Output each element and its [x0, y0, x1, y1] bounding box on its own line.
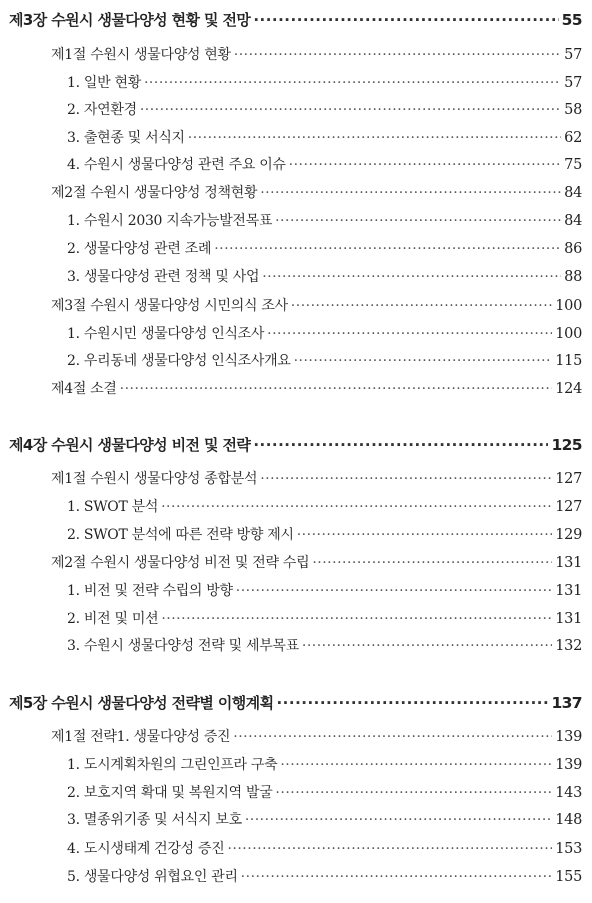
- toc-page-number: 75: [564, 157, 582, 173]
- toc-section-entry[interactable]: [51, 467, 582, 491]
- toc-item-entry[interactable]: [67, 349, 582, 373]
- toc-section-entry[interactable]: [51, 181, 582, 205]
- dot-leader: [262, 265, 561, 289]
- dot-leader: [253, 433, 548, 457]
- toc-chapter-entry[interactable]: [9, 8, 582, 32]
- toc-page-number: 125: [551, 436, 582, 454]
- dot-leader: [144, 71, 561, 95]
- toc-item-entry[interactable]: [67, 98, 582, 122]
- toc-page-number: 58: [564, 102, 582, 118]
- toc-chapter-entry[interactable]: [9, 433, 582, 457]
- toc-page-number: 127: [555, 471, 582, 487]
- toc-page-number: 143: [555, 785, 582, 801]
- toc-entry-title: 제4절 소결: [51, 381, 117, 397]
- toc-item-entry[interactable]: [67, 71, 582, 95]
- toc-page-number: 84: [564, 213, 582, 229]
- toc-entry-title: 2. 자연환경: [67, 102, 137, 118]
- toc-item-entry[interactable]: [67, 579, 582, 603]
- toc-page-number: 88: [564, 269, 582, 285]
- toc-item-entry[interactable]: [67, 322, 582, 346]
- toc-entry-title: 제1절 수원시 생물다양성 종합분석: [51, 471, 258, 487]
- toc-item-entry[interactable]: [67, 153, 582, 177]
- toc-entry-title: 제3장 수원시 생물다양성 현황 및 전망: [9, 11, 251, 29]
- dot-leader: [120, 377, 553, 401]
- toc-entry-title: 2. 보호지역 확대 및 복원지역 발굴: [67, 785, 273, 801]
- toc-entry-title: 2. 비전 및 미션: [67, 611, 159, 627]
- dot-leader: [276, 691, 548, 715]
- dot-leader: [188, 126, 561, 150]
- toc-item-entry[interactable]: [67, 495, 582, 519]
- toc-entry-title: 2. 생물다양성 관련 조례: [67, 241, 212, 257]
- dot-leader: [297, 523, 553, 547]
- toc-section-entry[interactable]: [51, 294, 582, 318]
- dot-leader: [241, 865, 553, 889]
- toc-entry-title: 3. 출현종 및 서식지: [67, 130, 185, 146]
- dot-leader: [140, 98, 561, 122]
- toc-item-entry[interactable]: [67, 837, 582, 861]
- toc-page-number: 139: [555, 729, 582, 745]
- toc-page-number: 155: [555, 869, 582, 885]
- dot-leader: [233, 725, 552, 749]
- dot-leader: [267, 322, 552, 346]
- dot-leader: [280, 753, 552, 777]
- toc-item-entry[interactable]: [67, 808, 582, 832]
- toc-entry-title: 제1절 전략1. 생물다양성 증진: [51, 729, 231, 745]
- toc-item-entry[interactable]: [67, 865, 582, 889]
- toc-page-number: 57: [564, 47, 582, 63]
- toc-entry-title: 1. 수원시 2030 지속가능발전목표: [67, 213, 273, 229]
- toc-item-entry[interactable]: [67, 265, 582, 289]
- toc-page-number: 131: [555, 583, 582, 599]
- toc-entry-title: 2. 우리동네 생물다양성 인식조사개요: [67, 353, 291, 369]
- toc-page-number: 86: [564, 241, 582, 257]
- toc-entry-title: 제4장 수원시 생물다양성 비전 및 전략: [9, 436, 251, 454]
- dot-leader: [236, 579, 552, 603]
- toc-item-entry[interactable]: [67, 753, 582, 777]
- dot-leader: [294, 349, 553, 373]
- toc-section-entry[interactable]: [51, 551, 582, 575]
- toc-entry-title: 1. 수원시민 생물다양성 인식조사: [67, 326, 265, 342]
- toc-entry-title: 3. 생물다양성 관련 정책 및 사업: [67, 269, 260, 285]
- toc-page-number: 132: [555, 638, 582, 654]
- dot-leader: [227, 837, 552, 861]
- toc-section-entry[interactable]: [51, 377, 582, 401]
- toc-entry-title: 1. 도시계획차원의 그린인프라 구축: [67, 757, 278, 773]
- toc-page-number: 129: [555, 527, 582, 543]
- toc-item-entry[interactable]: [67, 209, 582, 233]
- dot-leader: [214, 237, 561, 261]
- toc-page-number: 153: [555, 841, 582, 857]
- toc-item-entry[interactable]: [67, 634, 582, 658]
- toc-entry-title: 4. 도시생태계 건강성 증진: [67, 841, 225, 857]
- dot-leader: [275, 781, 552, 805]
- toc-entry-title: 3. 수원시 생물다양성 전략 및 세부목표: [67, 638, 299, 654]
- toc-page-number: 100: [555, 326, 582, 342]
- toc-page-number: 124: [555, 381, 582, 397]
- toc-page-number: 57: [564, 75, 582, 91]
- toc-entry-title: 1. 일반 현황: [67, 75, 141, 91]
- dot-leader: [275, 209, 561, 233]
- toc-entry-title: 제2절 수원시 생물다양성 비전 및 전략 수립: [51, 555, 310, 571]
- toc-page-number: 84: [564, 185, 582, 201]
- toc-entry-title: 3. 멸종위기종 및 서식지 보호: [67, 812, 242, 828]
- dot-leader: [234, 43, 561, 67]
- toc-entry-title: 5. 생물다양성 위협요인 관리: [67, 869, 238, 885]
- toc-page-number: 55: [561, 11, 582, 29]
- toc-item-entry[interactable]: [67, 607, 582, 631]
- dot-leader: [245, 808, 552, 832]
- toc-section-entry[interactable]: [51, 725, 582, 749]
- toc-entry-title: 1. SWOT 분석: [67, 499, 159, 515]
- dot-leader: [260, 467, 552, 491]
- toc-page-number: 131: [555, 555, 582, 571]
- dot-leader: [291, 294, 552, 318]
- dot-leader: [161, 607, 552, 631]
- toc-entry-title: 제3절 수원시 생물다양성 시민의식 조사: [51, 298, 288, 314]
- toc-item-entry[interactable]: [67, 126, 582, 150]
- toc-item-entry[interactable]: [67, 237, 582, 261]
- toc-page-number: 100: [555, 298, 582, 314]
- dot-leader: [289, 153, 561, 177]
- dot-leader: [253, 8, 558, 32]
- toc-chapter-entry[interactable]: [9, 691, 582, 715]
- dot-leader: [161, 495, 552, 519]
- toc-item-entry[interactable]: [67, 781, 582, 805]
- toc-item-entry[interactable]: [67, 523, 582, 547]
- toc-entry-title: 제1절 수원시 생물다양성 현황: [51, 47, 231, 63]
- dot-leader: [260, 181, 561, 205]
- toc-entry-title: 제2절 수원시 생물다양성 정책현황: [51, 185, 258, 201]
- toc-section-entry[interactable]: [51, 43, 582, 67]
- toc-page-number: 115: [555, 353, 582, 369]
- toc-page-number: 148: [555, 812, 582, 828]
- toc-entry-title: 2. SWOT 분석에 따른 전략 방향 제시: [67, 527, 294, 543]
- dot-leader: [312, 551, 552, 575]
- toc-page-number: 131: [555, 611, 582, 627]
- toc-page-number: 137: [551, 694, 582, 712]
- toc-page-number: 127: [555, 499, 582, 515]
- toc-entry-title: 제5장 수원시 생물다양성 전략별 이행계획: [9, 694, 274, 712]
- toc-page-number: 139: [555, 757, 582, 773]
- toc-entry-title: 4. 수원시 생물다양성 관련 주요 이슈: [67, 157, 286, 173]
- toc-entry-title: 1. 비전 및 전략 수립의 방향: [67, 583, 233, 599]
- dot-leader: [302, 634, 552, 658]
- toc-page-number: 62: [564, 130, 582, 146]
